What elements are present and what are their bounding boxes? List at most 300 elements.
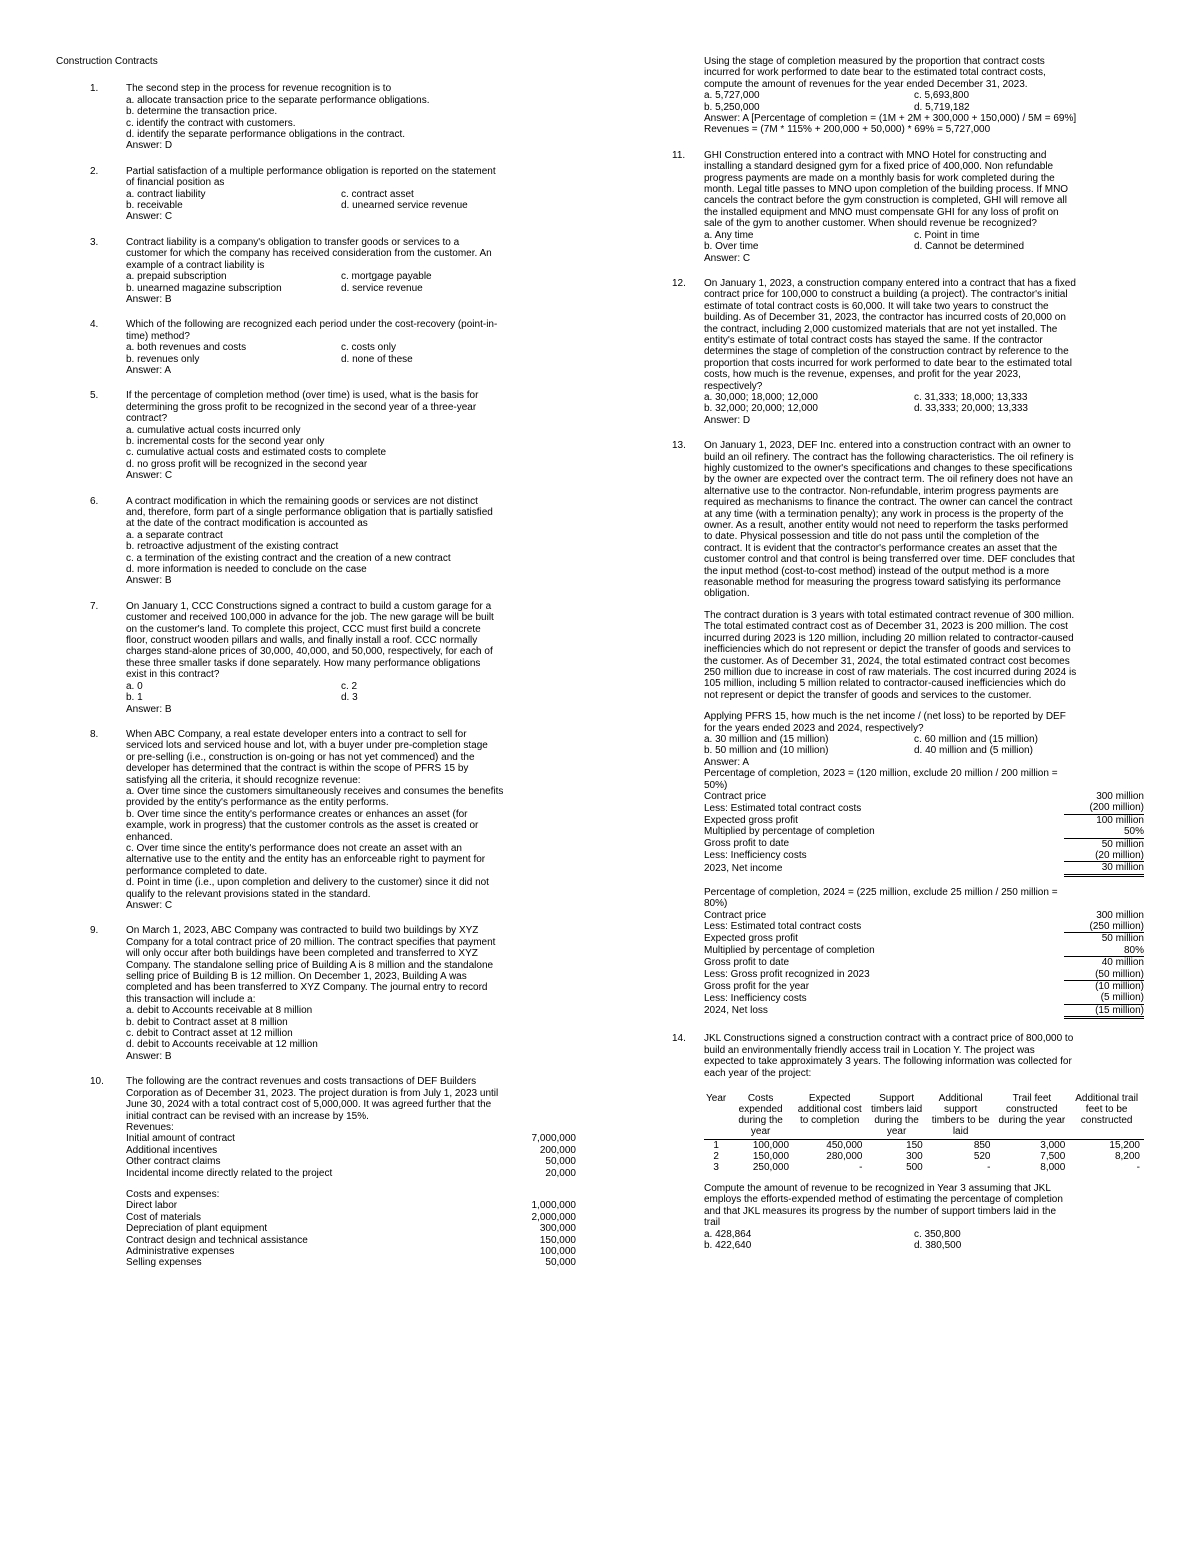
question-text: charges stand-alone prices of 30,000, 40,000, and 50,000, respectively, for each of	[126, 646, 493, 658]
row-label: Other contract claims	[126, 1156, 221, 1168]
row-amount: 2,000,000	[531, 1211, 576, 1223]
project-data-table	[704, 1093, 1144, 1173]
table-row	[704, 1139, 1144, 1151]
row-amount: (200 million)	[1064, 802, 1144, 814]
question-text: Compute the amount of revenue to be recognized in Year 3 assuming that JKL	[704, 1182, 1051, 1194]
table-header-row	[704, 1093, 1144, 1140]
table-row	[126, 1133, 576, 1144]
choice: example, work in progress) that the customer controls as the asset is created or	[126, 820, 479, 832]
question-5	[56, 390, 576, 481]
row-label: Less: Inefficiency costs	[704, 992, 807, 1004]
table-row	[704, 992, 1144, 1004]
question-text: determining the gross profit to be recognized in the second year of a three-year	[126, 401, 477, 413]
table-row	[704, 957, 1144, 969]
table-cell: 500	[906, 1161, 923, 1173]
choice: c. 2	[341, 680, 358, 692]
choice: c. cumulative actual costs and estimated costs to complete	[126, 447, 387, 459]
choice: d. no gross profit will be recognized in the second year	[126, 458, 368, 470]
question-text: expected to take approximately 3 years. The following information was collected for	[704, 1056, 1072, 1068]
choice: a. Over time since the customers simultaneously receives and consumes the benefits	[126, 785, 504, 797]
answer: Answer: D	[704, 414, 751, 426]
question-text: and, therefore, form part of a single performance obligation that is partially satisfied	[126, 507, 493, 518]
question-text: exist in this contract?	[126, 669, 220, 681]
question-text: compute the amount of revenues for the year ended December 31, 2023.	[704, 78, 1028, 90]
choice: c. contract asset	[341, 188, 414, 200]
question-2	[56, 166, 576, 223]
choice: d. 33,333; 20,000; 13,333	[914, 403, 1028, 415]
left-column	[56, 56, 576, 1283]
question-text: time) method?	[126, 330, 190, 342]
table-row	[704, 921, 1144, 933]
answer: Answer: A [Percentage of completion = (1M + 2M + 300,000 + 150,000) / 5M = 69%]	[704, 113, 1077, 125]
table-row	[704, 862, 1144, 875]
choice: d. 380,500	[914, 1239, 962, 1251]
answer: Answer: B	[126, 575, 172, 587]
choices	[704, 392, 1144, 415]
table-cell: 250,000	[752, 1161, 790, 1173]
table-cell: 150	[906, 1139, 923, 1151]
choice: d. debit to Accounts receivable at 12 million	[126, 1039, 318, 1051]
question-number: 4.	[90, 319, 99, 331]
row-label: Expected gross profit	[704, 814, 798, 826]
question-text: Company. The standalone selling price of Building A is 8 million and the standalone	[126, 959, 494, 971]
question-text: entity's estimate of total contract costs has stayed the same. If the contractor	[704, 334, 1043, 346]
answer: Answer: A	[126, 364, 172, 376]
row-label: Contract price	[704, 909, 767, 921]
choice: d. identify the separate performance obligations in the contract.	[126, 129, 406, 141]
table-row	[126, 1200, 576, 1211]
question-text: Company for a total contract price of 20 million. The contract specifies that payment	[126, 936, 496, 948]
answer: Answer: C	[126, 470, 173, 482]
question-text: by the owner are expected over the contract term. The oil refinery does not have an	[704, 474, 1073, 486]
question-text: Contract liability is a company's obligation to transfer goods or services to a	[126, 236, 460, 248]
question-text: cancels the contract before the gym construction is completed, GHI will remove all	[704, 195, 1067, 207]
choices	[704, 230, 1144, 253]
question-text: customer control and that control is being transferred over time. DEF concludes that	[704, 554, 1075, 566]
question-text: incurred during 2023 is 120 million, including 20 million related to contractor-caused	[704, 632, 1074, 644]
row-amount: 50,000	[545, 1156, 576, 1168]
question-4	[56, 319, 576, 376]
choice: b. revenues only	[126, 353, 200, 365]
question-text: these three smaller tasks if done separately. How many performance obligations	[126, 657, 481, 669]
question-3	[56, 237, 576, 305]
table-row	[126, 1168, 576, 1179]
question-14	[672, 1033, 1144, 1251]
question-text: The following are the contract revenues and costs transactions of DEF Builders	[126, 1076, 477, 1088]
table-row	[704, 1151, 1144, 1162]
question-12	[672, 278, 1144, 426]
question-text: trail	[704, 1217, 721, 1229]
question-number: 7.	[90, 600, 99, 612]
row-amount: 7,000,000	[531, 1133, 576, 1145]
column-header: Additional support timbers to be laid	[927, 1093, 995, 1140]
choice: a. 0	[126, 680, 143, 692]
row-amount: 20,000	[545, 1167, 576, 1179]
question-text: sale of the gym to another customer. When should revenue be recognized?	[704, 218, 1037, 230]
table-row	[704, 850, 1144, 862]
table-cell: -	[859, 1161, 863, 1173]
question-text: If the percentage of completion method (over time) is used, what is the basis for	[126, 390, 479, 402]
choice: b. Over time	[704, 241, 759, 253]
question-number: 11.	[672, 149, 686, 161]
question-text: On January 1, 2023, a construction company entered into a contract that has a fixed	[704, 277, 1076, 289]
row-label: Additional incentives	[126, 1144, 218, 1156]
question-6	[56, 496, 576, 587]
table-cell: 3,000	[1040, 1139, 1066, 1151]
table-cell: 300	[906, 1150, 923, 1162]
row-amount: 300,000	[539, 1223, 576, 1235]
table-row	[704, 981, 1144, 993]
table-cell: 7,500	[1040, 1150, 1066, 1162]
question-text: not represent or depict the transfer of goods and services to the customer.	[704, 689, 1032, 701]
row-amount: (15 million)	[1064, 1004, 1144, 1017]
choice: b. 5,250,000	[704, 101, 760, 113]
table-cell: -	[987, 1161, 991, 1173]
row-label: Expected gross profit	[704, 933, 798, 945]
row-label: Gross profit for the year	[704, 980, 810, 992]
choice: b. 32,000; 20,000; 12,000	[704, 403, 818, 415]
row-label: Less: Estimated total contract costs	[704, 921, 862, 933]
question-text: required as mechanisms to finance the contract. The owner can cancel the contract	[704, 497, 1073, 509]
row-label: Contract price	[704, 790, 767, 802]
choice: a. cumulative actual costs incurred only	[126, 424, 301, 436]
question-text: building. As of December 31, 2023, the contractor has incurred costs of 20,000 on	[704, 312, 1066, 324]
choices	[126, 189, 576, 212]
question-text: contract. It is evident that the contractor's performance creates an asset that the	[704, 542, 1058, 554]
page-title: Construction Contracts	[56, 56, 158, 67]
question-text: at the date of the contract modification is accounted as	[126, 518, 368, 530]
choice: b. incremental costs for the second year only	[126, 435, 325, 447]
question-number: 13.	[672, 440, 686, 452]
choice: b. receivable	[126, 200, 183, 212]
table-label: Costs and expenses:	[126, 1188, 220, 1200]
question-text: completed and has been transferred to XYZ Company. The journal entry to record	[126, 982, 488, 994]
table-row	[126, 1257, 576, 1268]
computation-2023	[704, 791, 1144, 877]
question-text: example of a contract liability is	[126, 259, 265, 271]
choice: a. contract liability	[126, 188, 206, 200]
column-header: Additional trail feet to be constructed	[1069, 1093, 1144, 1140]
choice: d. 40 million and (5 million)	[914, 745, 1033, 757]
choice: a. allocate transaction price to the separate performance obligations.	[126, 94, 430, 106]
question-number: 6.	[90, 495, 99, 507]
question-text: satisfying all the criteria, it should recognize revenue:	[126, 774, 361, 786]
question-paragraph-2	[704, 610, 1144, 701]
question-text: highly customized to the owner's specifications and changes to these specifications	[704, 463, 1073, 474]
answer: Answer: C	[126, 211, 173, 223]
question-10	[56, 1076, 576, 1269]
column-header: Trail feet constructed during the year	[995, 1093, 1070, 1140]
table-row	[126, 1212, 576, 1223]
question-text: On January 1, CCC Constructions signed a contract to build a custom garage for a	[126, 600, 492, 612]
question-text: On March 1, 2023, ABC Company was contracted to build two buildings by XYZ	[126, 925, 479, 937]
choice: c. 60 million and (15 million)	[914, 733, 1038, 745]
question-text: will only occur after both buildings have been completed and transferred to XYZ	[126, 948, 478, 960]
choice: c. a termination of the existing contract and the creation of a new contract	[126, 552, 451, 564]
row-amount: (250 million)	[1064, 921, 1144, 933]
table-cell: 850	[973, 1139, 991, 1151]
question-text: The contract duration is 3 years with total estimated contract revenue of 300 million.	[704, 609, 1075, 621]
question-text: The second step in the process for revenue recognition is to	[126, 83, 392, 95]
question-text: developer has determined that the contract is within the scope of PFRS 15 by	[126, 763, 469, 775]
poc-2023: Percentage of completion, 2023 = (120 million, exclude 20 million / 200 million =	[704, 768, 1058, 780]
row-label: Incidental income directly related to the project	[126, 1167, 333, 1179]
table-row	[704, 945, 1144, 957]
table-label: Revenues:	[126, 1121, 174, 1133]
question-text: contract price for 100,000 to construct a building (a project). The contractor's initial	[704, 289, 1068, 301]
choice: alternative use to the entity and the entity has an enforceable right to payment for	[126, 854, 486, 866]
table-cell: -	[1136, 1161, 1140, 1173]
question-text: reasonable method for measuring the progress toward satisfying its performance	[704, 577, 1061, 589]
row-label: Multiplied by percentage of completion	[704, 826, 875, 838]
question-text: A contract modification in which the remaining goods or services are not distinct	[126, 495, 478, 507]
table-row	[704, 969, 1144, 981]
row-amount: 50 million	[1101, 838, 1144, 850]
table-row	[704, 910, 1144, 921]
row-label: Multiplied by percentage of completion	[704, 945, 875, 957]
table-cell: 8,200	[1114, 1150, 1140, 1162]
question-text: 250 million due to increase in cost of raw materials. The cost incurred during 2024 is	[704, 666, 1077, 678]
question-text: initial contract can be revised with an increase by 15%.	[126, 1110, 369, 1122]
choice: c. Over time since the entity's performance does not create an asset with an	[126, 842, 462, 854]
question-number: 5.	[90, 390, 99, 402]
table-cell: 100,000	[752, 1139, 790, 1151]
choice: a. debit to Accounts receivable at 8 million	[126, 1005, 313, 1017]
answer: Answer: B	[126, 703, 172, 715]
poc-2023: 50%)	[704, 779, 728, 791]
question-text: The total estimated contract cost as of December 31, 2023 is 200 million. The cost	[704, 621, 1068, 633]
row-amount: 300 million	[1096, 790, 1144, 802]
question-11	[672, 150, 1144, 264]
question-text: the contract, including 2,000 customized materials that are not yet installed. The	[704, 323, 1058, 335]
row-label: 2023, Net income	[704, 862, 783, 874]
row-amount: (10 million)	[1095, 981, 1144, 993]
row-label: Less: Gross profit recognized in 2023	[704, 968, 870, 980]
table-row	[126, 1246, 576, 1257]
table-row	[126, 1223, 576, 1234]
question-text: selling price of Building B is 12 million. On December 1, 2023, Building A was	[126, 971, 467, 983]
row-amount: 1,000,000	[531, 1200, 576, 1212]
table-row	[126, 1156, 576, 1167]
question-text: each year of the project:	[704, 1067, 812, 1079]
choice: c. 31,333; 18,000; 13,333	[914, 391, 1028, 403]
choices	[126, 342, 576, 365]
choice: d. unearned service revenue	[341, 200, 468, 212]
choice: b. unearned magazine subscription	[126, 282, 282, 294]
row-label: Less: Estimated total contract costs	[704, 802, 862, 814]
choices	[126, 271, 576, 294]
question-text: of financial position as	[126, 177, 225, 189]
row-label: Depreciation of plant equipment	[126, 1223, 268, 1235]
choice: a. prepaid subscription	[126, 271, 227, 283]
row-amount: 200,000	[539, 1144, 576, 1156]
choice: b. Over time since the entity's performance creates or enhances an asset (for	[126, 808, 468, 820]
choice: c. Point in time	[914, 229, 980, 241]
row-amount: 50 million	[1101, 933, 1144, 945]
question-text: customer and received 100,000 in advance for the job. The new garage will be built	[126, 612, 494, 624]
answer: Answer: A	[704, 756, 750, 768]
choice: b. 1	[126, 692, 143, 704]
choice: a. a separate contract	[126, 529, 223, 541]
question-text: installing a standard designed gym for a fixed price of 400,000. Non refundable	[704, 161, 1054, 173]
choice: c. mortgage payable	[341, 271, 432, 283]
choice: d. 3	[341, 692, 358, 704]
question-text: owner. As a result, another entity would not need to reperform the tasks performed	[704, 520, 1069, 532]
choice: c. 350,800	[914, 1228, 961, 1240]
choice: c. costs only	[341, 342, 397, 354]
answer-computation: Revenues = (7M * 115% + 200,000 + 50,000) * 69% = 5,727,000	[704, 124, 991, 136]
table-row	[126, 1145, 576, 1156]
table-cell: 3	[713, 1161, 719, 1173]
question-text: proportion that costs incurred for work performed to date bear to the estimated total	[704, 357, 1072, 369]
choice: d. Cannot be determined	[914, 241, 1025, 253]
question-text: build an oil refinery. The contract has the following characteristics. The oil refinery is	[704, 451, 1074, 463]
question-text: build an environmentally friendly access trail in Location Y. The project was	[704, 1044, 1035, 1056]
row-amount: 50%	[1064, 826, 1144, 838]
question-text: Which of the following are recognized each period under the cost-recovery (point-in-	[126, 319, 498, 331]
question-text: GHI Construction entered into a contract with MNO Hotel for constructing and	[704, 149, 1047, 161]
choice: c. 5,693,800	[914, 90, 970, 102]
poc-2024: Percentage of completion, 2024 = (225 million, exclude 25 million / 250 million =	[704, 886, 1058, 898]
choice: d. service revenue	[341, 282, 423, 294]
choice: provided by the entity's performance as the entity performs.	[126, 797, 389, 809]
row-label: Contract design and technical assistance	[126, 1234, 308, 1246]
question-number: 8.	[90, 728, 99, 740]
question-text: Corporation as of December 31, 2023. The project duration is from July 1, 2023 until	[126, 1087, 499, 1099]
table-row	[126, 1235, 576, 1246]
choice: b. determine the transaction price.	[126, 106, 278, 118]
question-text: Using the stage of completion measured by the proportion that contract costs	[704, 56, 1045, 67]
question-number: 12.	[672, 277, 686, 289]
answer: Answer: C	[126, 900, 173, 911]
question-text: obligation.	[704, 588, 750, 600]
question-text: on the customer's land. To complete this project, CCC must first build a concrete	[126, 623, 481, 635]
column-header: Year	[704, 1093, 728, 1140]
question-text: contract?	[126, 413, 168, 425]
question-text: When ABC Company, a real estate developer enters into a contract to sell for	[126, 728, 467, 740]
question-text: the installed equipment and MNO must compensate GHI for any loss of profit on	[704, 206, 1059, 218]
table-row	[704, 1004, 1144, 1017]
right-column	[672, 56, 1144, 1265]
row-label: Gross profit to date	[704, 838, 790, 850]
choice: a. 5,727,000	[704, 90, 760, 102]
question-text: month. Legal title passes to MNO upon completion of the building process. If MNO	[704, 184, 1069, 196]
table-cell: 450,000	[826, 1139, 863, 1151]
question-text: the customer. As of December 31, 2024, the total estimated contract cost becomes	[704, 655, 1070, 667]
question-text: respectively?	[704, 380, 763, 392]
choices	[126, 681, 576, 704]
choice: qualify to the relevant provisions stated in the standard.	[126, 888, 371, 900]
choice: performance completed to date.	[126, 865, 268, 877]
question-text: inefficiencies which do not represent or depict the transfer of goods and services to	[704, 644, 1071, 656]
row-amount: 300 million	[1096, 909, 1144, 921]
question-number: 1.	[90, 83, 99, 95]
question-9	[56, 925, 576, 1062]
question-10-continued	[672, 56, 1144, 136]
row-label: Less: Inefficiency costs	[704, 850, 807, 862]
row-amount: 80%	[1064, 945, 1144, 957]
row-amount: (50 million)	[1064, 969, 1144, 981]
row-label: 2024, Net loss	[704, 1005, 768, 1017]
question-text: incurred for work performed to date bear to the estimated total contract costs,	[704, 67, 1046, 79]
column-header: Support timbers laid during the year	[866, 1093, 926, 1140]
table-cell: 1	[713, 1139, 719, 1151]
row-amount: 50,000	[545, 1257, 576, 1269]
question-text: determines the stage of completion of the construction contract by reference to the	[704, 346, 1069, 358]
question-text: alternative use to the contractor. Non-refundable, interim progress payments are	[704, 485, 1059, 497]
column-header: Costs expended during the year	[728, 1093, 793, 1140]
question-text: customer for which the company has received consideration from the customer. An	[126, 248, 492, 260]
row-amount: (5 million)	[1064, 992, 1144, 1004]
row-amount: 100 million	[1096, 814, 1144, 826]
question-13	[672, 440, 1144, 1019]
table-row	[704, 1162, 1144, 1173]
choices	[704, 734, 1144, 757]
choice: d. Point in time (i.e., upon completion and delivery to the customer) since it did not	[126, 877, 489, 889]
choices	[704, 1229, 1144, 1252]
row-label: Administrative expenses	[126, 1245, 235, 1257]
question-text: JKL Constructions signed a construction contract with a contract price of 800,000 to	[704, 1033, 1074, 1045]
answer: Answer: D	[126, 140, 173, 152]
choice: b. 422,640	[704, 1239, 752, 1251]
table-cell: 2	[713, 1150, 719, 1162]
question-number: 10.	[90, 1076, 104, 1088]
question-1	[56, 83, 576, 151]
choice: a. both revenues and costs	[126, 342, 247, 354]
table-row	[704, 791, 1144, 802]
choice: enhanced.	[126, 831, 173, 843]
revenues-table	[126, 1122, 576, 1269]
row-label: Gross profit to date	[704, 957, 790, 968]
question-text: estimate of total contract costs is 60,000. It will take two years to construct the	[704, 300, 1049, 312]
question-text: floor, construct wooden pillars and walls, and finally install a roof. CCC normally	[126, 635, 478, 647]
row-amount: 30 million	[1064, 862, 1144, 875]
table-row	[704, 826, 1144, 838]
question-text: On January 1, 2023, DEF Inc. entered into a construction contract with an owner to	[704, 440, 1071, 452]
choice: a. Any time	[704, 229, 754, 241]
choice: d. 5,719,182	[914, 101, 970, 113]
choice: c. identify the contract with customers.	[126, 117, 296, 129]
question-text: for the years ended 2023 and 2024, respectively?	[704, 722, 924, 734]
choice: b. retroactive adjustment of the existing contract	[126, 541, 339, 553]
question-text: this transaction will include a:	[126, 993, 256, 1005]
choice: a. 30 million and (15 million)	[704, 733, 829, 745]
choice: a. 30,000; 18,000; 12,000	[704, 391, 818, 403]
choices	[704, 90, 1144, 113]
computation-2024	[704, 910, 1144, 1020]
column-header: Expected additional cost to completion	[793, 1093, 866, 1140]
question-number: 9.	[90, 925, 99, 937]
question-text: and that JKL measures its progress by the number of support timbers laid in the	[704, 1205, 1057, 1217]
row-label: Direct labor	[126, 1200, 178, 1212]
question-7	[56, 601, 576, 715]
question-text: at any time (with a termination penalty); any work in process is the property of the	[704, 508, 1064, 520]
choice: b. debit to Contract asset at 8 million	[126, 1016, 288, 1028]
question-text: 105 million, including 5 million related to contractor-caused inefficiencies which do	[704, 678, 1066, 690]
question-number: 2.	[90, 165, 99, 177]
choice: c. debit to Contract asset at 12 million	[126, 1028, 293, 1040]
table-cell: 15,200	[1109, 1139, 1140, 1151]
question-text: Partial satisfaction of a multiple performance obligation is reported on the statement	[126, 165, 496, 177]
question-text: employs the efforts-expended method of estimating the percentage of completion	[704, 1194, 1063, 1206]
table-cell: 280,000	[826, 1150, 863, 1162]
question-text: progress payments are made on a monthly basis for work completed during the	[704, 172, 1055, 184]
row-label: Selling expenses	[126, 1257, 202, 1269]
table-row	[704, 802, 1144, 814]
answer: Answer: C	[704, 252, 751, 264]
question-text: June 30, 2024 with a total contract cost of 5,000,000. It was agreed further that the	[126, 1099, 492, 1111]
row-label: Cost of materials	[126, 1211, 202, 1223]
